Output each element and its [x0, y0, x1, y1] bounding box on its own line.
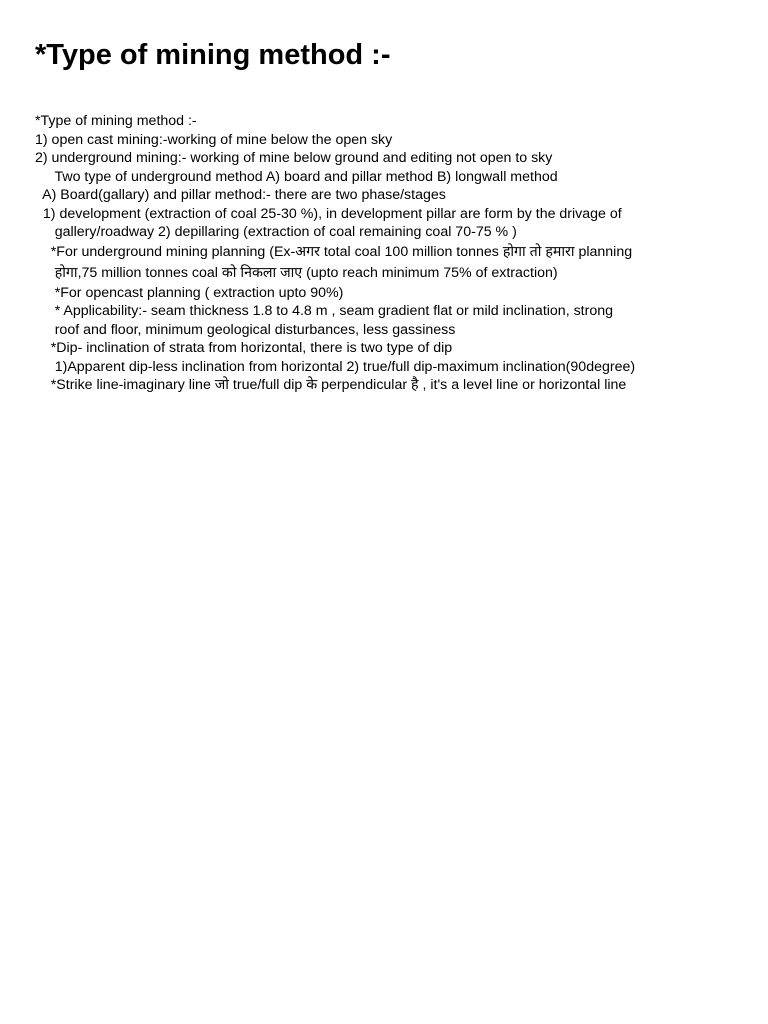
document-body	[35, 112, 755, 395]
text-line: 1) open cast mining:-working of mine below the open sky	[35, 131, 393, 148]
text-line: 1) development (extraction of coal 25-30 %), in development pillar are form by the drivage of	[35, 205, 622, 222]
text-line: *For opencast planning ( extraction upto 90%)	[35, 284, 344, 301]
text-line: Two type of underground method A) board and pillar method B) longwall method	[35, 168, 558, 185]
page-title: *Type of mining method :-	[35, 39, 391, 71]
text-line: *Strike line-imaginary line जो true/full dip के perpendicular है , it's a level line or horizontal line	[35, 377, 627, 393]
text-line: 2) underground mining:- working of mine below ground and editing not open to sky	[35, 150, 553, 166]
text-line: 1)Apparent dip-less inclination from horizontal 2) true/full dip-maximum inclination(90degree)	[35, 358, 636, 375]
text-line: *Type of mining method :-	[35, 113, 197, 129]
text-line: A) Board(gallary) and pillar method:- there are two phase/stages	[35, 187, 446, 203]
text-line: * Applicability:- seam thickness 1.8 to 4.8 m , seam gradient flat or mild inclination, strong	[35, 303, 614, 319]
text-line: होगा,75 million tonnes coal को निकला जाए (upto reach minimum 75% of extraction)	[35, 264, 558, 281]
text-line: roof and floor, minimum geological disturbances, less gassiness	[35, 321, 456, 338]
text-line: *Dip- inclination of strata from horizontal, there is two type of dip	[35, 340, 453, 356]
text-line: gallery/roadway 2) depillaring (extraction of coal remaining coal 70-75 % )	[35, 224, 517, 240]
text-line: *For underground mining planning (Ex-अगर total coal 100 million tonnes होगा तो हमारा planning	[35, 243, 633, 260]
